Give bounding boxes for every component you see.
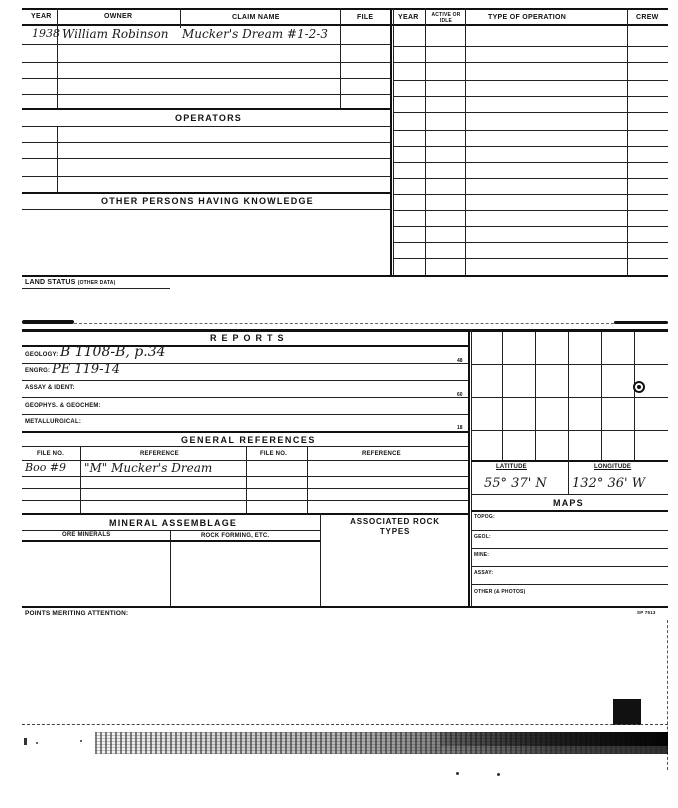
report-assay-label: ASSAY & IDENT: — [25, 385, 75, 391]
report-geophys-label: GEOPHYS. & GEOCHEM: — [25, 403, 101, 409]
longitude-value: 132° 36' W — [572, 476, 646, 491]
header-active-idle: ACTIVE OR IDLE — [431, 12, 461, 24]
latitude-value: 55° 37' N — [484, 476, 547, 491]
report-engrg-label: ENGRG: — [25, 368, 51, 374]
gr-reference-value: "M" Mucker's Dream — [84, 461, 213, 475]
header-year-2: YEAR — [398, 14, 419, 21]
gr-header-file-no-2: FILE NO. — [260, 451, 287, 457]
general-references-title: GENERAL REFERENCES — [181, 435, 316, 445]
latitude-label: LATITUDE — [496, 464, 527, 470]
header-crew: CREW — [636, 14, 659, 21]
report-metallurgical-label: METALLURGICAL: — [25, 419, 82, 425]
header-year: YEAR — [31, 13, 52, 20]
maps-topog: TOPOG: — [474, 514, 495, 520]
other-persons-title: OTHER PERSONS HAVING KNOWLEDGE — [101, 196, 314, 206]
report-geology-label: GEOLOGY: — [25, 352, 59, 358]
scan-smudge-left — [22, 320, 74, 324]
report-geology-value: B 1108-B, p.34 — [60, 344, 166, 360]
claim-owner: William Robinson — [62, 27, 169, 41]
scan-smudge-right — [614, 321, 668, 324]
header-file: FILE — [357, 14, 374, 21]
associated-rock-types: ASSOCIATED ROCK TYPES — [350, 517, 440, 536]
ore-minerals-label: ORE MINERALS — [62, 532, 111, 538]
report-engrg-value: PE 119-14 — [52, 362, 121, 377]
reports-title: REPORTS — [210, 333, 289, 343]
gr-header-reference-2: REFERENCE — [362, 451, 401, 457]
operators-title: OPERATORS — [175, 113, 242, 123]
points-meriting-attention: POINTS MERITING ATTENTION: — [25, 610, 129, 617]
claim-name: Mucker's Dream #1-2-3 — [182, 27, 328, 41]
maps-geol: GEOL: — [474, 534, 491, 540]
mineral-assemblage-title: MINERAL ASSEMBLAGE — [109, 518, 238, 528]
form-code: SP 7513 — [637, 610, 656, 615]
maps-title: MAPS — [553, 498, 584, 508]
gr-header-reference: REFERENCE — [140, 451, 179, 457]
header-owner: OWNER — [104, 13, 133, 20]
maps-assay: ASSAY: — [474, 570, 494, 576]
gr-file-no-value: Boo #9 — [25, 461, 67, 474]
land-status-label: LAND STATUS (OTHER DATA) — [25, 279, 116, 286]
claim-year: 1938 — [32, 27, 60, 40]
header-type-of-operation: TYPE OF OPERATION — [488, 14, 567, 21]
maps-mine: MINE: — [474, 552, 490, 558]
scan-corner-tab — [613, 699, 641, 725]
scan-noise-dark — [440, 732, 668, 746]
location-marker-icon — [633, 381, 645, 393]
gr-header-file-no: FILE NO. — [37, 451, 64, 457]
maps-other: OTHER (& PHOTOS) — [474, 589, 526, 595]
longitude-label: LONGITUDE — [594, 464, 632, 470]
header-claim-name: CLAIM NAME — [232, 14, 280, 21]
rock-forming-label: ROCK FORMING, ETC. — [201, 533, 270, 539]
